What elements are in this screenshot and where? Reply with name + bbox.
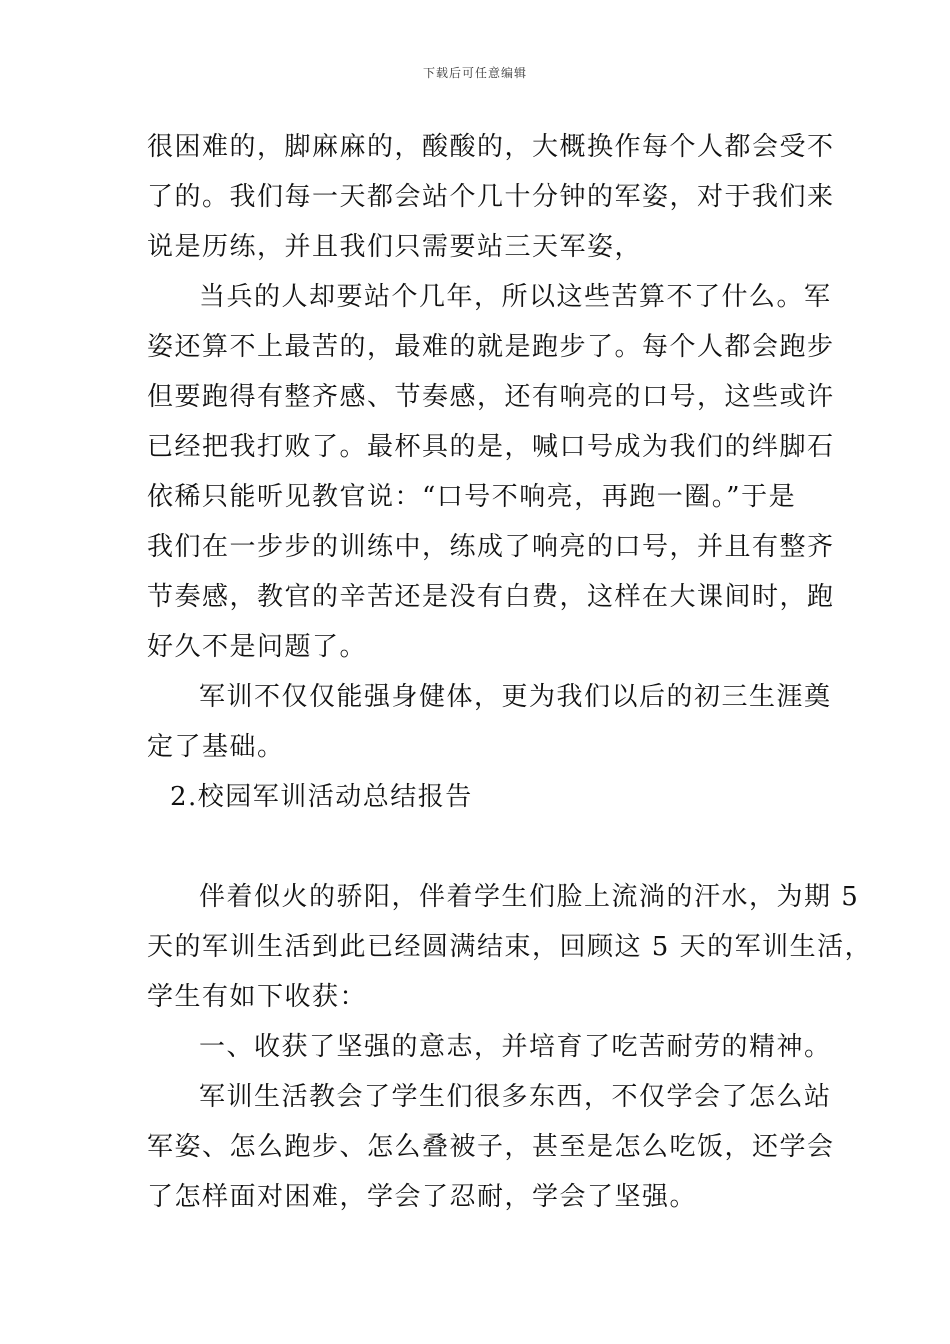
- section-heading: 2.校园军训活动总结报告: [170, 782, 473, 812]
- body-line: 天的军训生活到此已经圆满结束，回顾这 5 天的军训生活，: [147, 932, 873, 962]
- body-line: 我们在一步步的训练中，练成了响亮的口号，并且有整齐: [147, 532, 835, 562]
- body-line: 已经把我打败了。最杯具的是，喊口号成为我们的绊脚石: [147, 432, 835, 462]
- body-line: 说是历练，并且我们只需要站三天军姿，: [147, 232, 643, 262]
- page-header: 下载后可任意编辑: [422, 66, 527, 80]
- body-line: 军训不仅仅能强身健体，更为我们以后的初三生涯奠: [199, 682, 832, 712]
- body-line: 了怎样面对困难，学会了忍耐，学会了坚强。: [147, 1182, 698, 1212]
- body-line: 很困难的，脚麻麻的，酸酸的，大概换作每个人都会受不: [147, 132, 835, 162]
- body-line: 但要跑得有整齐感、节奏感，还有响亮的口号，这些或许: [147, 382, 835, 412]
- body-line: 了的。我们每一天都会站个几十分钟的军姿，对于我们来: [147, 182, 835, 212]
- body-line: 好久不是问题了。: [147, 632, 368, 662]
- body-line: 定了基础。: [147, 732, 285, 762]
- body-line: 伴着似火的骄阳，伴着学生们脸上流淌的汗水，为期 5: [199, 882, 860, 912]
- body-line: 一、收获了坚强的意志，并培育了吃苦耐劳的精神。: [199, 1032, 832, 1062]
- body-line: 依稀只能听见教官说：“口号不响亮，再跑一圈。”于是: [147, 482, 797, 512]
- body-line: 姿还算不上最苦的，最难的就是跑步了。每个人都会跑步: [147, 332, 835, 362]
- body-line: 当兵的人却要站个几年，所以这些苦算不了什么。军: [199, 282, 832, 312]
- body-line: 军姿、怎么跑步、怎么叠被子，甚至是怎么吃饭，还学会: [147, 1132, 835, 1162]
- body-line: 节奏感，教官的辛苦还是没有白费，这样在大课间时，跑: [147, 582, 835, 612]
- body-line: 学生有如下收获：: [147, 982, 368, 1012]
- body-line: 军训生活教会了学生们很多东西，不仅学会了怎么站: [199, 1082, 832, 1112]
